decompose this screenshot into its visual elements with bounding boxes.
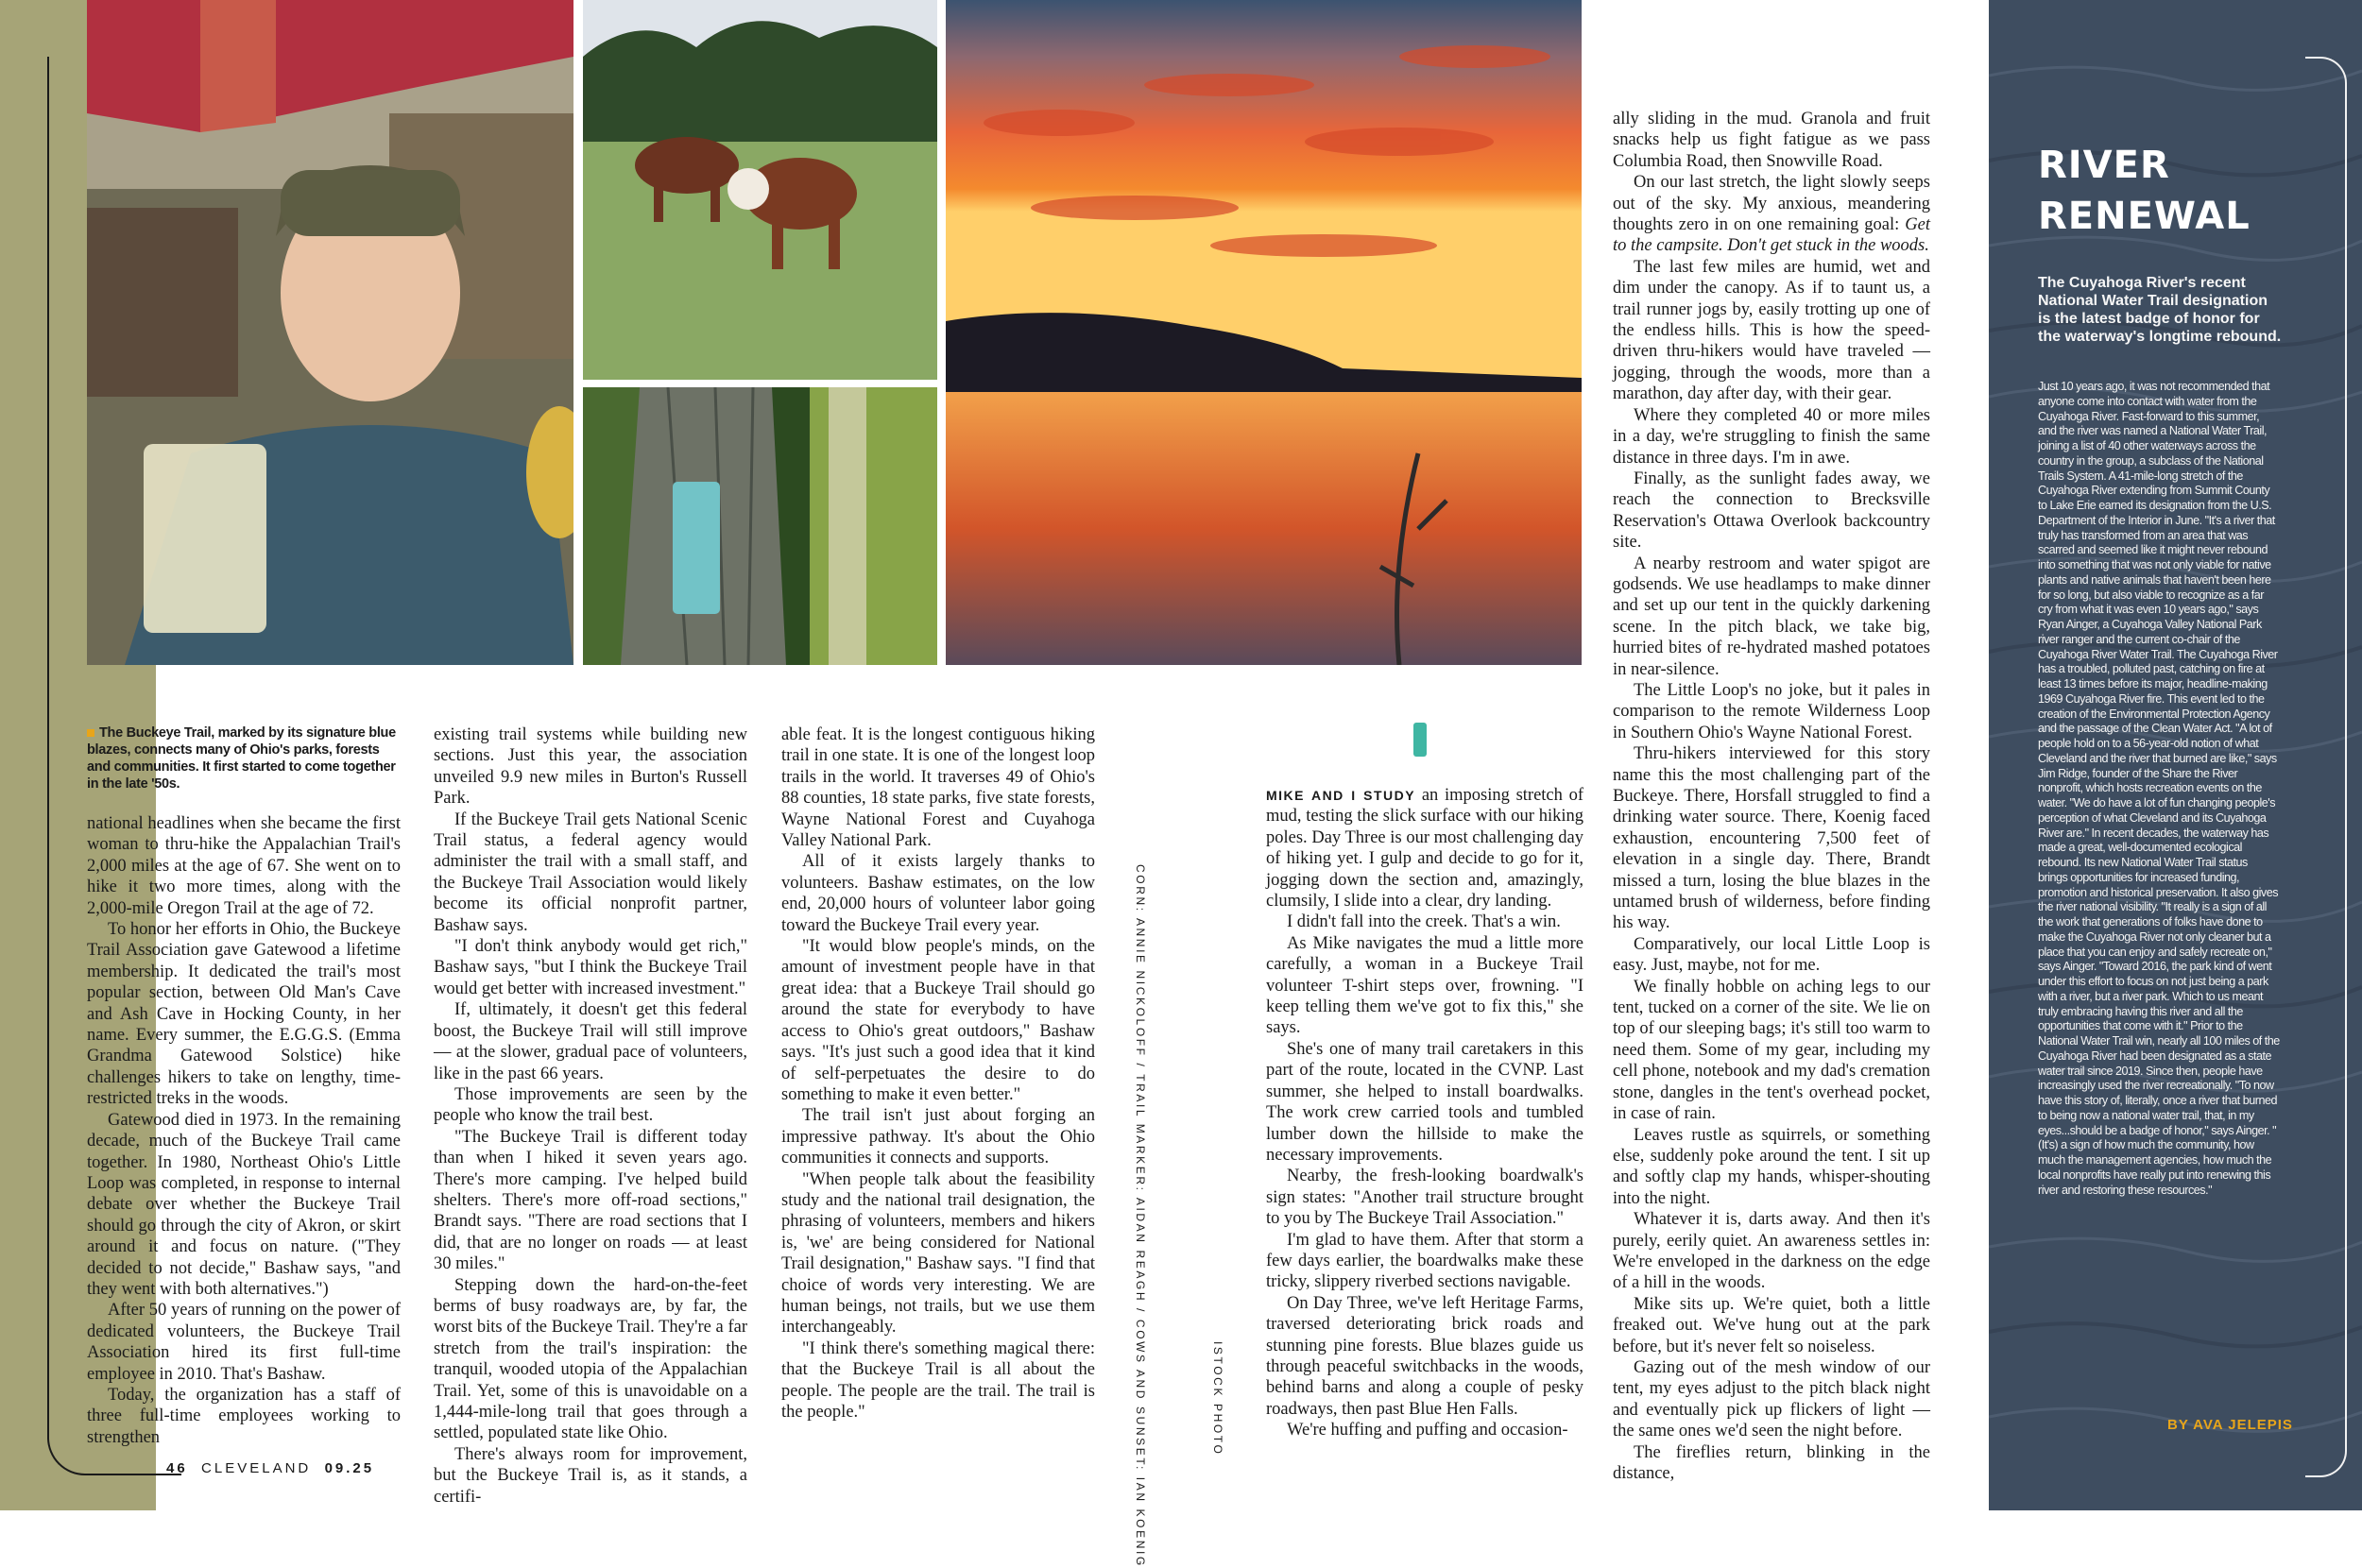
- paragraph-text: an imposing stretch of mud, testing the slick surface with our hiking poles. Day Three is our most challenging day of hiking yet. I gulp and decide to go for it, jogging down the section and, amazingly, clumsily, I slide into a clear, dry landing.: [1266, 786, 1584, 912]
- paragraph: The last few miles are humid, wet and dim under the canopy. As if to taunt us, a trail runner jogs by, easily trotting up one of the endless hills. This is how the speed-driven thru-hikers would have traveled — jogging, through the woods, more than a marathon, day after day, with their gear.: [1613, 257, 1930, 404]
- photo-sunset-over-lake: [946, 0, 1582, 665]
- paragraph: Whatever it is, darts away. And then it's purely, eerily quiet. An awareness settles in: We're enveloped in the darkness on the edge of a hill in the woods.: [1613, 1210, 1930, 1293]
- paragraph: able feat. It is the longest contiguous hiking trail in one state. It is one of the longest loop trails in the world. It traverses 49 of Ohio's 88 counties, 18 state parks, five state forests, Wayne National Forest and Cuyahoga Valley National Park.: [781, 725, 1095, 851]
- paragraph: "I think there's something magical there: that the Buckeye Trail is all about the people. The people are the trail. The trail is the people.": [781, 1338, 1095, 1422]
- paragraph: If, ultimately, it doesn't get this federal boost, the Buckeye Trail will still improve — at the slower, gradual pace of volunteers, like in the past 66 years.: [434, 1000, 747, 1083]
- paragraph: After 50 years of running on the power of dedicated volunteers, the Buckeye Trail Association hired its first full-time employee in 2010. That's Bashaw.: [87, 1301, 401, 1384]
- magazine-name: CLEVELAND: [201, 1460, 312, 1476]
- paragraph: I'm glad to have them. After that storm a few days earlier, the boardwalks make these tricky, slippery riverbed sections navigable.: [1266, 1230, 1583, 1292]
- paragraph: Leaves rustle as squirrels, or something else, suddenly poke around the tent. I sit up and softly clap my hands, whisper-shouting into the night.: [1613, 1125, 1930, 1208]
- paragraph: The fireflies return, blinking in the distance,: [1613, 1442, 1930, 1483]
- paragraph-lead: [1266, 785, 1583, 912]
- paragraph: Gazing out of the mesh window of our tent, my eyes adjust to the pitch black night and eventually pick up flickers of light — the same ones we'd seen the night before.: [1613, 1357, 1930, 1441]
- photo-credits: CORN: ANNIE NICKOLOFF / TRAIL MARKER: AIDAN REAGH / COWS AND SUNSET: IAN KOENIG: [1134, 864, 1147, 1568]
- paragraph: She's one of many trail caretakers in this part of the route, located in the CVNP. Last summer, she helped to install boardwalks. The work crew carried tools and tumbled lumber down the hillside to make the necessary improvements.: [1266, 1039, 1583, 1165]
- paragraph: We're huffing and puffing and occasion-: [1287, 1421, 1568, 1440]
- paragraph: To honor her efforts in Ohio, the Buckeye Trail Association gave Gatewood a lifetime membership. It dedicated the trail's most popular section, between Old Man's Cave and Ash Cave in Hocking County, in her name. Every summer, the E.G.G.S. (Emma Grandma Gatewood Solstice) hike challenges hikers to take on lengthy, time-restricted treks in the woods.: [87, 920, 401, 1109]
- paragraph: national headlines when she became the first woman to thru-hike the Appalachian Trail's 2,000 miles at the age of 67. She went on to hike it two more times, along with the 2,000-mile Oregon Trail at the age of 72.: [87, 814, 401, 918]
- paragraph: "When people talk about the feasibility study and the national trail designation, the phrasing of volunteers, members and hikers is, 'we' are being considered for National Trail designation," Bashaw says. "I find that choice of words very interesting. We are human beings, not trails, but we use them interchangeably.: [781, 1169, 1095, 1338]
- paragraph: Finally, as the sunlight fades away, we reach the connection to Brecksville Reservation's Ottawa Overlook backcountry site.: [1613, 469, 1930, 553]
- photo-caption: [87, 724, 403, 793]
- lead-in: MIKE AND I STUDY: [1266, 788, 1416, 803]
- issue-date: 09.25: [324, 1460, 375, 1476]
- paragraph: The Little Loop's no joke, but it pales in comparison to the remote Wilderness Loop in Southern Ohio's Wayne National Forest.: [1613, 680, 1930, 742]
- paragraph: existing trail systems while building new sections. Just this year, the association unveiled 9.9 new miles in Burton's Russell Park.: [434, 725, 747, 809]
- sidebar-deck: The Cuyahoga River's recent National Water Trail designation is the latest badge of honor for the waterway's longtime rebound.: [2038, 275, 2282, 345]
- paragraph: "The Buckeye Trail is different today than when I hiked it seven years ago. There's more camping. I've helped build shelters. There's more off-road sections," Brandt says. "There are road sections that I did, that are no longer on roads — at least 30 miles.": [434, 1127, 747, 1274]
- sidebar-title: [2038, 140, 2251, 242]
- paragraph: If the Buckeye Trail gets National Scenic Trail status, a federal agency would administer the trail with a small staff, and the Buckeye Trail Association would likely become its official nonprofit partner, Bashaw says.: [434, 810, 747, 935]
- paragraph: There's always room for improvement, but the Buckeye Trail is, as it stands, a certifi-: [434, 1444, 747, 1507]
- caption-marker-icon: [87, 729, 94, 737]
- article-column-5: [1613, 109, 1930, 1484]
- article-column-2: [434, 724, 747, 1508]
- paragraph: Those improvements are seen by the people who know the trail best.: [434, 1084, 747, 1126]
- page-folio: [166, 1460, 374, 1476]
- paragraph: A nearby restroom and water spigot are godsends. We use headlamps to make dinner and set up our tent in the quickly darkening scene. In the pitch black, we take big, hurried bites of re-hydrated mashed potatoes in near-silence.: [1613, 554, 1930, 679]
- paragraph: [1613, 172, 1930, 257]
- sidebar-body: Just 10 years ago, it was not recommended that anyone come into contact with water from the Cuyahoga River. Fast-forward to this summer, and the river was named a National Water Trail, joining a list of 40 other waterways across the country in the group, a subclass of the National Trails System. A 41-mile-long stretch of the Cuyahoga River extending from Summit County to Lake Erie earned its designation from the U.S. Department of the Interior in June. "It's a river that truly has transformed from an area that was scarred and seemed like it might never rebound into something that was not only viable for native plants and native animals that haven't been here for so long, but also viable to recognize as a far cry from what it was even 10 years ago," says Ryan Ainger, a Cuyahoga Valley National Park river ranger and the current co-chair of the Cuyahoga River Water Trail. The Cuyahoga River has a troubled, polluted past, catching on fire at least 13 times before its major, headline-making 1969 Cuyahoga River fire. This event led to the creation of the Environmental Protection Agency and the passage of the Clean Water Act. "A lot of people hold on to a 56-year-old notion of what Cleveland and the river that burned are like," says Jim Ridge, founder of the Share the River nonprofit, which hosts recreation events on the water. "We do have a lot of fun changing people's perception of what Cleveland and its Cuyahoga River are." In recent decades, the waterway has made a great, well-documented ecological rebound. Its new National Water Trail status brings opportunities for increased funding, promotion and historical preservation. It also gives the river national visibility. "It really is a sign of all the work that generations of folks have done to make the Cuyahoga River not only cleaner but a place that you can enjoy and safely recreate on," says Ainger. "Toward 2016, the park kind of went under this effort to focus on not just being a park with a river, but a river park. Which to us meant truly embracing having this river and all the opportunities that come with it." Prior to the National Water Trail win, nearly all 100 miles of the Cuyahoga River had been designated as a state water trail since 2019. Since then, people have increasingly used the river recreationally. "To now have this story of, literally, once a river that burned to being now a national water trail, that, in my eyes...should be a badge of honor," says Ainger. "(It's) a sign of how much the community, how much the management agencies, how much the local nonprofits have really put into renewing this river and restoring these resources.": [2038, 380, 2280, 1197]
- article-column-1: [87, 813, 401, 1448]
- decorative-bracket-right: [2305, 57, 2347, 1477]
- paragraph: Mike sits up. We're quiet, both a little freaked out. We've hung out at the park before, but it's never felt so noiseless.: [1613, 1294, 1930, 1356]
- photo-cows-in-field: [583, 0, 937, 380]
- paragraph: Where they completed 40 or more miles in a day, we're struggling to finish the same distance in three days. I'm in awe.: [1613, 405, 1930, 468]
- paragraph: The trail isn't just about forging an impressive pathway. It's about the Ohio communities it connects and supports.: [781, 1106, 1095, 1168]
- paragraph: As Mike navigates the mud a little more carefully, a woman in a Buckeye Trail volunteer T-shirt steps over, frowning. "I keep telling them we've got to fix this," she says.: [1266, 933, 1583, 1038]
- paragraph-italic: Get to the campsite. Don't get stuck in the woods.: [1613, 215, 1930, 256]
- photo-blue-trail-blaze: [583, 387, 937, 665]
- paragraph: On Day Three, we've left Heritage Farms, traversed deteriorating brick roads and stunning pine forests. Blue blazes guide us through peaceful switchbacks in the woods, behind barns and along a couple of pesky roadways, then past Blue Hen Falls.: [1266, 1293, 1583, 1419]
- caption-text: The Buckeye Trail, marked by its signature blue blazes, connects many of Ohio's parks, forests and communities. It first started to come together in the late '50s.: [87, 725, 396, 792]
- paragraph: Nearby, the fresh-looking boardwalk's sign states: "Another trail structure brought to you by The Buckeye Trail Association.": [1266, 1167, 1583, 1229]
- sidebar-byline: BY AVA JELEPIS: [2167, 1417, 2293, 1433]
- article-column-3: [781, 724, 1095, 1423]
- paragraph: Thru-hikers interviewed for this story name this the most challenging part of the Buckeye. There, Horsfall struggled to find a drinking water source. There, Koenig faced exhaustion, encountering 7,500 feet of elevation in a single day. There, Brandt missed a turn, losing the blue blazes in the untamed brush of wilderness, before finding his way.: [1613, 744, 1930, 933]
- paragraph: I didn't fall into the creek. That's a win.: [1287, 912, 1561, 932]
- blue-blaze-section-mark-icon: [1413, 723, 1427, 757]
- article-column-4: [1266, 785, 1583, 1441]
- sidebar-title-line-2: RENEWAL: [2038, 195, 2251, 238]
- istock-credit: ISTOCK PHOTO: [1211, 1341, 1224, 1457]
- paragraph: All of it exists largely thanks to volunteers. Bashaw estimates, on the low end, 20,000 hours of volunteer labor going toward the Buckeye Trail every year.: [781, 852, 1095, 935]
- paragraph: Gatewood died in 1973. In the remaining decade, much of the Buckeye Trail came together. In 1980, Northeast Ohio's Little Loop was completed, in response to internal debate over whether the Buckeye Trail should go through the city of Akron, or skirt around it and focus on nature. ("They decided to not decide," Bashaw says, "and they went with both alternatives."): [87, 1110, 401, 1299]
- sidebar-title-line-1: RIVER: [2038, 144, 2170, 187]
- page-number: 46: [166, 1460, 188, 1476]
- paragraph-text: On our last stretch, the light slowly seeps out of the sky. My anxious, meandering thoughts zero in on one remaining goal:: [1613, 173, 1930, 235]
- paragraph: Stepping down the hard-on-the-feet berms of busy roadways are, by far, the worst bits of the Buckeye Trail. They're a far stretch from the trail's inspiration: the tranquil, wooded utopia of the Appalachian Trail. Yet, some of this is unavoidable on a 1,444-mile-long trail that goes through a settled, populated state like Ohio.: [434, 1275, 747, 1443]
- paragraph: Today, the organization has a staff of three full-time employees working to strengthen: [87, 1385, 401, 1447]
- paragraph: "It would blow people's minds, on the amount of investment people have in that great idea: that a Buckeye Trail should go around the state for everybody to have access to Ohio's great outdoors," Bashaw says. "It's just such a good idea that it kind of self-perpetuates the desire to do something to make it even better.": [781, 937, 1095, 1104]
- paragraph: Comparatively, our local Little Loop is easy. Just, maybe, not for me.: [1613, 934, 1930, 976]
- paragraph: "I don't think anybody would get rich," Bashaw says, "but I think the Buckeye Trail would get better with increased investment.": [434, 937, 747, 998]
- paragraph: ally sliding in the mud. Granola and fruit snacks help us fight fatigue as we pass Columbia Road, then Snowville Road.: [1613, 110, 1930, 171]
- photo-hiker-with-drink: [87, 0, 573, 665]
- paragraph: We finally hobble on aching legs to our tent, tucked on a corner of the site. We lie on top of our sleeping bags; it's still too warm to need them. Some of my gear, including my cell phone, notebook and my dad's cremation stone, dangles in the tent's overhead pocket, in case of rain.: [1613, 977, 1930, 1124]
